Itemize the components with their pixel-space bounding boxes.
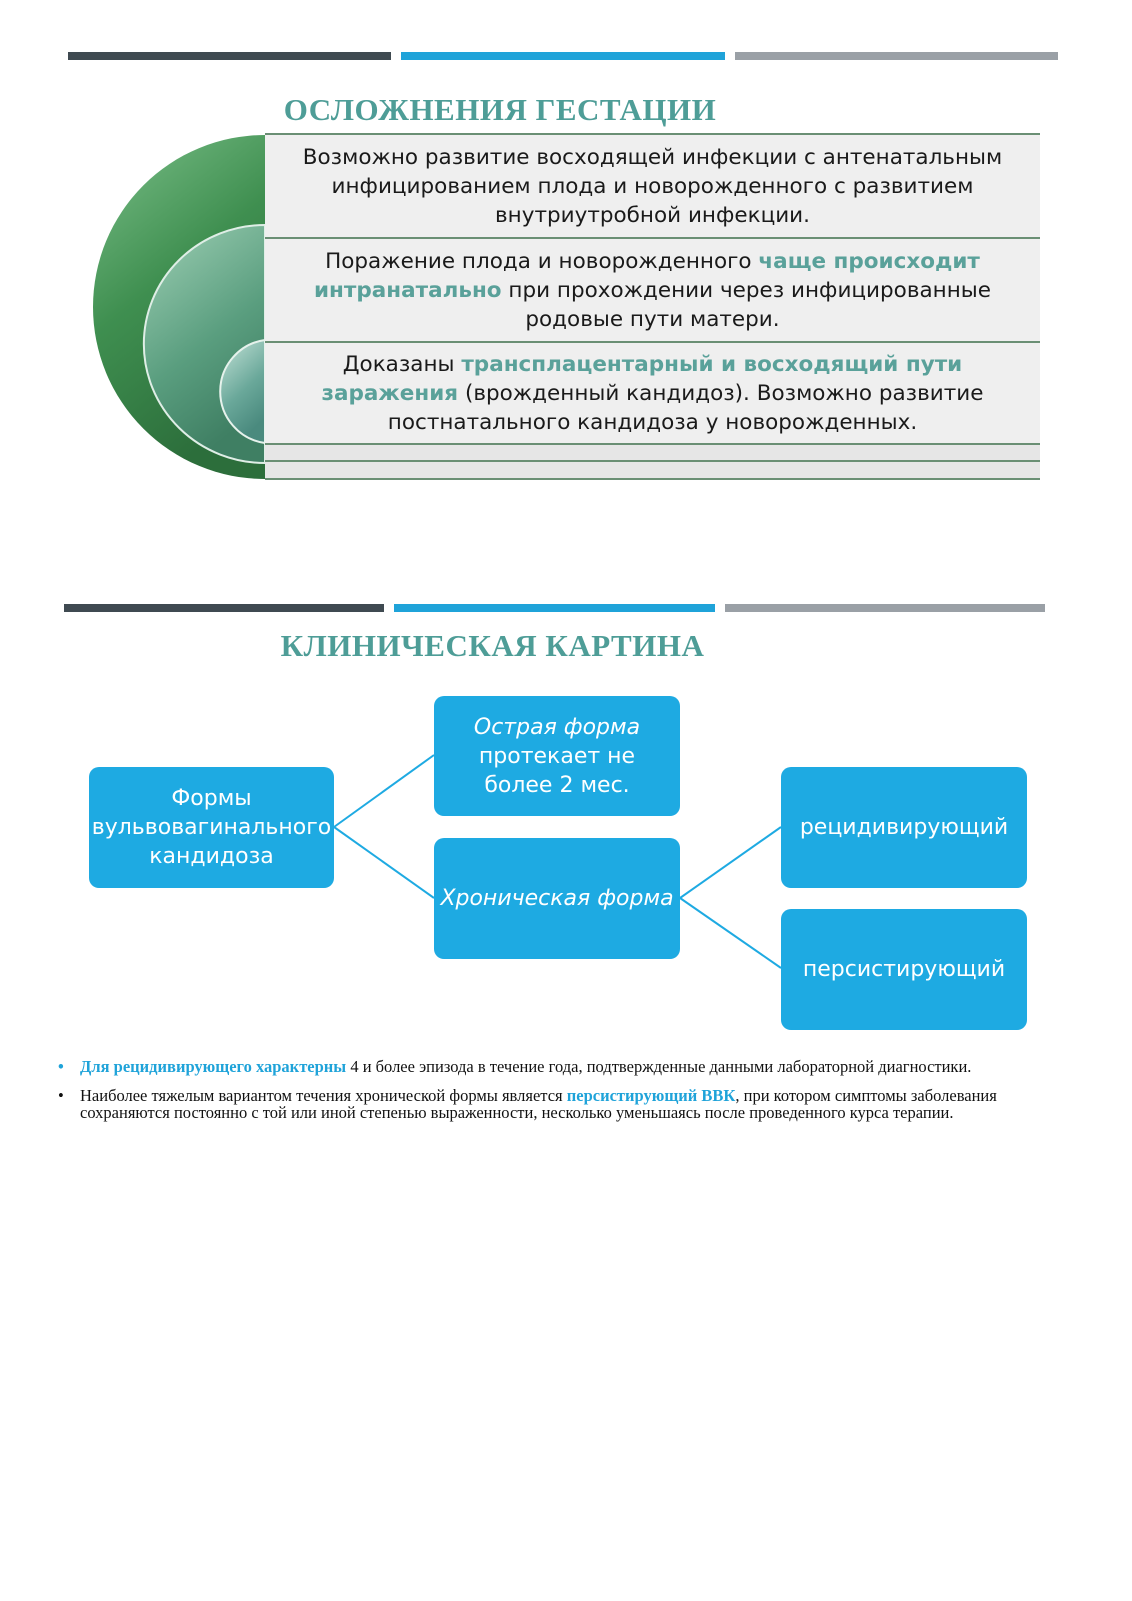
panel2-post: при прохождении через инфицированные родовые пути матери. xyxy=(501,277,991,332)
panel2-highlight: чаще происходит интранатально xyxy=(313,248,980,303)
connector-root-acute xyxy=(334,755,434,827)
bullet2-highlight: персистирующий ВВК xyxy=(566,1086,736,1105)
panel1-text: Возможно развитие восходящей инфекции с антенатальным инфицированием плода и новорожденного с развитием внутриутробной инфекции. xyxy=(302,144,1003,228)
box-chronic-form xyxy=(434,838,680,959)
bullet-list xyxy=(58,1058,1018,1133)
box-vvc-forms xyxy=(89,767,334,888)
acute-form-duration: протекает не более 2 мес. xyxy=(478,743,636,798)
recurrent-label: рецидивирующий xyxy=(799,815,1009,840)
box-recurrent xyxy=(781,767,1027,888)
acute-form-title: Острая форма xyxy=(473,714,641,740)
box-persistent xyxy=(781,909,1027,1030)
connector-chronic-persistent xyxy=(680,898,781,968)
panel2-pre: Поражение плода и новорожденного xyxy=(325,248,759,274)
bullet1-text: 4 и более эпизода в течение года, подтвержденные данными лабораторной диагностики. xyxy=(346,1057,972,1076)
connector-chronic-recurrent xyxy=(680,827,781,898)
bullet2-pre: Наиболее тяжелым вариантом течения хронической формы является xyxy=(80,1086,567,1105)
bullet-dot: • xyxy=(58,1086,64,1105)
bullet-recurrent xyxy=(58,1058,1018,1075)
persistent-label: персистирующий xyxy=(802,957,1006,982)
panel3-post: (врожденный кандидоз). Возможно развитие постнатального кандидоза у новорожденных. xyxy=(387,380,984,435)
slide1-title: ОСЛОЖНЕНИЯ ГЕСТАЦИИ xyxy=(283,92,717,127)
chronic-form-label: Хроническая форма xyxy=(440,886,674,911)
bullet1-highlight: Для рецидивирующего характерны xyxy=(80,1057,347,1076)
box-vvc-forms-label: Формы вульвовагинального кандидоза xyxy=(91,786,332,869)
bullet2-post: , при котором симптомы заболевания сохраняются постоянно с той или иной степенью выраженности, несколько уменьшаясь после проведенного курса терапии. xyxy=(80,1086,997,1122)
slide2-title: КЛИНИЧЕСКАЯ КАРТИНА xyxy=(280,628,705,663)
panel3-highlight: трансплацентарный и восходящий пути заражения xyxy=(321,351,963,406)
bullet-dot: • xyxy=(58,1057,64,1076)
bullet-persistent xyxy=(58,1087,1018,1121)
connector-root-chronic xyxy=(334,827,434,898)
box-acute-form xyxy=(434,696,680,816)
panel3-pre: Доказаны xyxy=(342,351,462,377)
